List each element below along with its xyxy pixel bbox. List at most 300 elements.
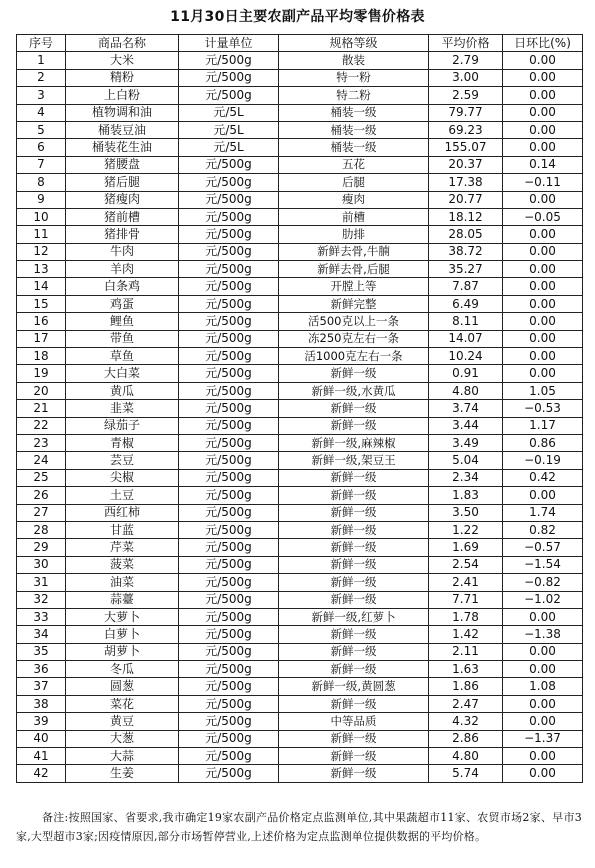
table-row <box>17 208 583 225</box>
cell-spec-grade: 新鲜一级 <box>279 730 429 747</box>
cell-unit: 元/500g <box>179 434 279 451</box>
table-row <box>17 121 583 138</box>
cell-product-name: 大葱 <box>66 730 179 747</box>
cell-daily-change: 0.00 <box>503 330 583 347</box>
cell-index: 14 <box>17 278 66 295</box>
cell-daily-change: −0.19 <box>503 452 583 469</box>
table-row <box>17 608 583 625</box>
cell-avg-price: 18.12 <box>429 208 503 225</box>
cell-daily-change: 0.00 <box>503 313 583 330</box>
table-row <box>17 748 583 765</box>
cell-daily-change: 0.00 <box>503 52 583 69</box>
cell-index: 26 <box>17 487 66 504</box>
cell-index: 3 <box>17 87 66 104</box>
cell-unit: 元/500g <box>179 226 279 243</box>
cell-spec-grade: 新鲜去骨,牛腩 <box>279 243 429 260</box>
cell-unit: 元/500g <box>179 400 279 417</box>
cell-avg-price: 6.49 <box>429 295 503 312</box>
cell-spec-grade: 新鲜一级 <box>279 365 429 382</box>
cell-product-name: 蒜薹 <box>66 591 179 608</box>
cell-unit: 元/500g <box>179 191 279 208</box>
cell-daily-change: 0.00 <box>503 139 583 156</box>
cell-index: 42 <box>17 765 66 782</box>
cell-index: 22 <box>17 417 66 434</box>
cell-daily-change: 0.00 <box>503 748 583 765</box>
cell-avg-price: 3.44 <box>429 417 503 434</box>
table-row <box>17 591 583 608</box>
cell-index: 40 <box>17 730 66 747</box>
cell-product-name: 青椒 <box>66 434 179 451</box>
cell-index: 17 <box>17 330 66 347</box>
cell-daily-change: 0.00 <box>503 121 583 138</box>
cell-index: 21 <box>17 400 66 417</box>
cell-unit: 元/500g <box>179 678 279 695</box>
cell-daily-change: 0.00 <box>503 661 583 678</box>
cell-avg-price: 0.91 <box>429 365 503 382</box>
footnote: 备注:按照国家、省要求,我市确定19家农副产品价格定点监测单位,其中果蔬超市11家、农贸市场2家、早市3家,大型超市3家;因疫情原因,部分市场暂停营业,上述价格为定点监测单位提供数据的平均价格。 <box>16 811 582 843</box>
cell-daily-change: 0.00 <box>503 226 583 243</box>
cell-unit: 元/500g <box>179 504 279 521</box>
cell-unit: 元/500g <box>179 539 279 556</box>
cell-index: 35 <box>17 643 66 660</box>
cell-daily-change: 0.00 <box>503 643 583 660</box>
cell-spec-grade: 活500克以上一条 <box>279 313 429 330</box>
cell-unit: 元/500g <box>179 608 279 625</box>
cell-product-name: 尖椒 <box>66 469 179 486</box>
cell-product-name: 带鱼 <box>66 330 179 347</box>
cell-unit: 元/500g <box>179 469 279 486</box>
cell-index: 16 <box>17 313 66 330</box>
table-row <box>17 295 583 312</box>
cell-daily-change: −0.11 <box>503 174 583 191</box>
cell-unit: 元/500g <box>179 765 279 782</box>
cell-unit: 元/500g <box>179 643 279 660</box>
table-row <box>17 87 583 104</box>
cell-spec-grade: 新鲜一级 <box>279 417 429 434</box>
cell-spec-grade: 新鲜一级,黄圆葱 <box>279 678 429 695</box>
table-row <box>17 695 583 712</box>
header-unit: 计量单位 <box>179 35 279 52</box>
table-row <box>17 713 583 730</box>
cell-index: 37 <box>17 678 66 695</box>
cell-avg-price: 4.32 <box>429 713 503 730</box>
cell-product-name: 白萝卜 <box>66 626 179 643</box>
table-row <box>17 539 583 556</box>
cell-avg-price: 1.42 <box>429 626 503 643</box>
cell-unit: 元/500g <box>179 382 279 399</box>
cell-avg-price: 2.79 <box>429 52 503 69</box>
cell-unit: 元/5L <box>179 104 279 121</box>
cell-avg-price: 2.86 <box>429 730 503 747</box>
cell-index: 8 <box>17 174 66 191</box>
cell-product-name: 大米 <box>66 52 179 69</box>
cell-spec-grade: 冻250克左右一条 <box>279 330 429 347</box>
cell-product-name: 芹菜 <box>66 539 179 556</box>
cell-index: 32 <box>17 591 66 608</box>
cell-product-name: 羊肉 <box>66 261 179 278</box>
cell-product-name: 韭菜 <box>66 400 179 417</box>
cell-unit: 元/500g <box>179 295 279 312</box>
table-row <box>17 643 583 660</box>
table-row <box>17 417 583 434</box>
header-avg-price: 平均价格 <box>429 35 503 52</box>
cell-product-name: 牛肉 <box>66 243 179 260</box>
cell-spec-grade: 新鲜去骨,后腿 <box>279 261 429 278</box>
cell-unit: 元/500g <box>179 174 279 191</box>
cell-daily-change: 0.00 <box>503 295 583 312</box>
cell-unit: 元/500g <box>179 748 279 765</box>
cell-spec-grade: 活1000克左右一条 <box>279 348 429 365</box>
cell-avg-price: 14.07 <box>429 330 503 347</box>
cell-daily-change: 0.00 <box>503 365 583 382</box>
cell-unit: 元/500g <box>179 661 279 678</box>
cell-index: 27 <box>17 504 66 521</box>
table-row <box>17 69 583 86</box>
cell-avg-price: 17.38 <box>429 174 503 191</box>
cell-product-name: 菜花 <box>66 695 179 712</box>
cell-product-name: 大萝卜 <box>66 608 179 625</box>
cell-spec-grade: 瘦肉 <box>279 191 429 208</box>
table-row <box>17 139 583 156</box>
cell-avg-price: 8.11 <box>429 313 503 330</box>
cell-product-name: 精粉 <box>66 69 179 86</box>
cell-product-name: 生姜 <box>66 765 179 782</box>
header-index: 序号 <box>17 35 66 52</box>
table-row <box>17 226 583 243</box>
cell-product-name: 菠菜 <box>66 556 179 573</box>
header-spec-grade: 规格等级 <box>279 35 429 52</box>
cell-daily-change: 0.00 <box>503 487 583 504</box>
cell-daily-change: −1.37 <box>503 730 583 747</box>
cell-product-name: 绿茄子 <box>66 417 179 434</box>
cell-daily-change: 0.86 <box>503 434 583 451</box>
cell-index: 31 <box>17 574 66 591</box>
cell-product-name: 胡萝卜 <box>66 643 179 660</box>
cell-spec-grade: 新鲜一级 <box>279 400 429 417</box>
cell-product-name: 芸豆 <box>66 452 179 469</box>
cell-index: 12 <box>17 243 66 260</box>
table-row <box>17 348 583 365</box>
cell-unit: 元/500g <box>179 330 279 347</box>
cell-spec-grade: 新鲜一级 <box>279 556 429 573</box>
cell-avg-price: 4.80 <box>429 748 503 765</box>
cell-product-name: 西红柿 <box>66 504 179 521</box>
cell-index: 38 <box>17 695 66 712</box>
cell-spec-grade: 五花 <box>279 156 429 173</box>
cell-daily-change: 0.00 <box>503 713 583 730</box>
cell-unit: 元/500g <box>179 52 279 69</box>
cell-unit: 元/500g <box>179 87 279 104</box>
cell-daily-change: −0.05 <box>503 208 583 225</box>
cell-index: 18 <box>17 348 66 365</box>
cell-unit: 元/500g <box>179 730 279 747</box>
cell-avg-price: 3.50 <box>429 504 503 521</box>
cell-product-name: 鲤鱼 <box>66 313 179 330</box>
table-row <box>17 330 583 347</box>
table-header-row <box>17 35 583 52</box>
cell-product-name: 桶装豆油 <box>66 121 179 138</box>
cell-unit: 元/500g <box>179 261 279 278</box>
table-row <box>17 382 583 399</box>
cell-product-name: 土豆 <box>66 487 179 504</box>
cell-spec-grade: 新鲜一级,架豆王 <box>279 452 429 469</box>
cell-avg-price: 7.87 <box>429 278 503 295</box>
cell-daily-change: 1.17 <box>503 417 583 434</box>
table-row <box>17 678 583 695</box>
cell-daily-change: 0.42 <box>503 469 583 486</box>
cell-daily-change: −1.02 <box>503 591 583 608</box>
cell-spec-grade: 肋排 <box>279 226 429 243</box>
cell-avg-price: 2.54 <box>429 556 503 573</box>
cell-spec-grade: 新鲜一级,红萝卜 <box>279 608 429 625</box>
cell-daily-change: 0.00 <box>503 104 583 121</box>
cell-unit: 元/5L <box>179 139 279 156</box>
cell-unit: 元/5L <box>179 121 279 138</box>
cell-daily-change: 0.14 <box>503 156 583 173</box>
cell-index: 36 <box>17 661 66 678</box>
cell-daily-change: 0.00 <box>503 608 583 625</box>
table-row <box>17 400 583 417</box>
cell-daily-change: 0.00 <box>503 191 583 208</box>
table-row <box>17 626 583 643</box>
cell-product-name: 黄豆 <box>66 713 179 730</box>
cell-spec-grade: 新鲜一级 <box>279 626 429 643</box>
cell-product-name: 猪瘦肉 <box>66 191 179 208</box>
cell-spec-grade: 桶装一级 <box>279 139 429 156</box>
cell-product-name: 圆葱 <box>66 678 179 695</box>
cell-spec-grade: 中等品质 <box>279 713 429 730</box>
table-row <box>17 104 583 121</box>
table-row <box>17 452 583 469</box>
cell-spec-grade: 新鲜一级 <box>279 765 429 782</box>
price-table <box>16 34 583 783</box>
cell-daily-change: 0.00 <box>503 278 583 295</box>
table-row <box>17 156 583 173</box>
cell-index: 41 <box>17 748 66 765</box>
table-row <box>17 661 583 678</box>
cell-spec-grade: 新鲜一级 <box>279 504 429 521</box>
cell-daily-change: −0.53 <box>503 400 583 417</box>
cell-unit: 元/500g <box>179 417 279 434</box>
cell-spec-grade: 新鲜一级 <box>279 487 429 504</box>
cell-daily-change: 0.00 <box>503 261 583 278</box>
cell-avg-price: 2.11 <box>429 643 503 660</box>
cell-avg-price: 1.22 <box>429 521 503 538</box>
cell-index: 15 <box>17 295 66 312</box>
cell-product-name: 上白粉 <box>66 87 179 104</box>
cell-product-name: 鸡蛋 <box>66 295 179 312</box>
table-row <box>17 52 583 69</box>
cell-product-name: 植物调和油 <box>66 104 179 121</box>
cell-avg-price: 1.69 <box>429 539 503 556</box>
cell-avg-price: 5.04 <box>429 452 503 469</box>
cell-avg-price: 5.74 <box>429 765 503 782</box>
cell-index: 39 <box>17 713 66 730</box>
cell-avg-price: 2.59 <box>429 87 503 104</box>
cell-avg-price: 7.71 <box>429 591 503 608</box>
cell-avg-price: 1.86 <box>429 678 503 695</box>
cell-index: 9 <box>17 191 66 208</box>
cell-avg-price: 3.49 <box>429 434 503 451</box>
cell-unit: 元/500g <box>179 521 279 538</box>
cell-avg-price: 2.47 <box>429 695 503 712</box>
cell-avg-price: 1.63 <box>429 661 503 678</box>
header-daily-change: 日环比(%) <box>503 35 583 52</box>
cell-daily-change: 0.00 <box>503 765 583 782</box>
cell-product-name: 油菜 <box>66 574 179 591</box>
cell-unit: 元/500g <box>179 591 279 608</box>
cell-daily-change: −1.38 <box>503 626 583 643</box>
cell-product-name: 白条鸡 <box>66 278 179 295</box>
table-row <box>17 191 583 208</box>
cell-index: 2 <box>17 69 66 86</box>
cell-avg-price: 79.77 <box>429 104 503 121</box>
table-row <box>17 261 583 278</box>
cell-unit: 元/500g <box>179 487 279 504</box>
cell-product-name: 桶装花生油 <box>66 139 179 156</box>
cell-unit: 元/500g <box>179 156 279 173</box>
cell-avg-price: 28.05 <box>429 226 503 243</box>
cell-avg-price: 1.83 <box>429 487 503 504</box>
cell-spec-grade: 前槽 <box>279 208 429 225</box>
cell-spec-grade: 新鲜一级 <box>279 643 429 660</box>
cell-unit: 元/500g <box>179 365 279 382</box>
cell-spec-grade: 散装 <box>279 52 429 69</box>
cell-unit: 元/500g <box>179 69 279 86</box>
cell-index: 7 <box>17 156 66 173</box>
table-row <box>17 730 583 747</box>
cell-index: 34 <box>17 626 66 643</box>
cell-product-name: 猪排骨 <box>66 226 179 243</box>
cell-daily-change: 0.00 <box>503 695 583 712</box>
cell-spec-grade: 新鲜一级 <box>279 591 429 608</box>
cell-avg-price: 69.23 <box>429 121 503 138</box>
cell-unit: 元/500g <box>179 243 279 260</box>
cell-daily-change: 0.00 <box>503 348 583 365</box>
cell-avg-price: 38.72 <box>429 243 503 260</box>
cell-unit: 元/500g <box>179 348 279 365</box>
header-product-name: 商品名称 <box>66 35 179 52</box>
cell-daily-change: −0.82 <box>503 574 583 591</box>
cell-spec-grade: 后腿 <box>279 174 429 191</box>
cell-index: 10 <box>17 208 66 225</box>
table-row <box>17 521 583 538</box>
cell-spec-grade: 新鲜一级 <box>279 661 429 678</box>
table-row <box>17 487 583 504</box>
cell-index: 28 <box>17 521 66 538</box>
cell-avg-price: 2.34 <box>429 469 503 486</box>
cell-index: 24 <box>17 452 66 469</box>
table-row <box>17 504 583 521</box>
cell-unit: 元/500g <box>179 556 279 573</box>
cell-index: 6 <box>17 139 66 156</box>
cell-index: 19 <box>17 365 66 382</box>
table-row <box>17 278 583 295</box>
cell-daily-change: 1.05 <box>503 382 583 399</box>
cell-index: 33 <box>17 608 66 625</box>
table-row <box>17 174 583 191</box>
cell-spec-grade: 新鲜一级 <box>279 539 429 556</box>
cell-product-name: 猪前槽 <box>66 208 179 225</box>
cell-avg-price: 4.80 <box>429 382 503 399</box>
cell-unit: 元/500g <box>179 452 279 469</box>
cell-product-name: 黄瓜 <box>66 382 179 399</box>
cell-spec-grade: 特二粉 <box>279 87 429 104</box>
cell-unit: 元/500g <box>179 695 279 712</box>
cell-index: 5 <box>17 121 66 138</box>
cell-daily-change: −1.54 <box>503 556 583 573</box>
cell-index: 11 <box>17 226 66 243</box>
cell-product-name: 猪腰盘 <box>66 156 179 173</box>
cell-avg-price: 3.74 <box>429 400 503 417</box>
table-row <box>17 765 583 782</box>
cell-product-name: 大蒜 <box>66 748 179 765</box>
cell-daily-change: −0.57 <box>503 539 583 556</box>
cell-product-name: 甘蓝 <box>66 521 179 538</box>
cell-spec-grade: 新鲜一级 <box>279 695 429 712</box>
cell-daily-change: 0.00 <box>503 243 583 260</box>
cell-avg-price: 155.07 <box>429 139 503 156</box>
cell-index: 30 <box>17 556 66 573</box>
cell-index: 4 <box>17 104 66 121</box>
table-row <box>17 365 583 382</box>
cell-spec-grade: 桶装一级 <box>279 121 429 138</box>
cell-avg-price: 2.41 <box>429 574 503 591</box>
cell-index: 1 <box>17 52 66 69</box>
cell-spec-grade: 新鲜一级,麻辣椒 <box>279 434 429 451</box>
cell-avg-price: 35.27 <box>429 261 503 278</box>
table-row <box>17 243 583 260</box>
cell-index: 13 <box>17 261 66 278</box>
cell-daily-change: 0.00 <box>503 87 583 104</box>
cell-product-name: 猪后腿 <box>66 174 179 191</box>
cell-daily-change: 0.00 <box>503 69 583 86</box>
cell-product-name: 冬瓜 <box>66 661 179 678</box>
cell-index: 25 <box>17 469 66 486</box>
cell-unit: 元/500g <box>179 574 279 591</box>
cell-spec-grade: 开膛上等 <box>279 278 429 295</box>
cell-spec-grade: 新鲜完整 <box>279 295 429 312</box>
cell-unit: 元/500g <box>179 208 279 225</box>
cell-unit: 元/500g <box>179 278 279 295</box>
cell-index: 29 <box>17 539 66 556</box>
cell-spec-grade: 桶装一级 <box>279 104 429 121</box>
cell-spec-grade: 新鲜一级 <box>279 748 429 765</box>
cell-unit: 元/500g <box>179 313 279 330</box>
cell-avg-price: 20.77 <box>429 191 503 208</box>
table-body <box>17 52 583 782</box>
cell-product-name: 大白菜 <box>66 365 179 382</box>
cell-spec-grade: 新鲜一级 <box>279 469 429 486</box>
cell-daily-change: 0.82 <box>503 521 583 538</box>
cell-unit: 元/500g <box>179 713 279 730</box>
cell-daily-change: 1.08 <box>503 678 583 695</box>
cell-spec-grade: 新鲜一级 <box>279 521 429 538</box>
cell-product-name: 草鱼 <box>66 348 179 365</box>
page-title: 11月30日主要农副产品平均零售价格表 <box>170 9 425 25</box>
cell-spec-grade: 新鲜一级,水黄瓜 <box>279 382 429 399</box>
table-row <box>17 434 583 451</box>
cell-index: 20 <box>17 382 66 399</box>
cell-unit: 元/500g <box>179 626 279 643</box>
table-row <box>17 469 583 486</box>
cell-avg-price: 10.24 <box>429 348 503 365</box>
cell-daily-change: 1.74 <box>503 504 583 521</box>
cell-avg-price: 1.78 <box>429 608 503 625</box>
cell-avg-price: 20.37 <box>429 156 503 173</box>
cell-index: 23 <box>17 434 66 451</box>
cell-spec-grade: 新鲜一级 <box>279 574 429 591</box>
